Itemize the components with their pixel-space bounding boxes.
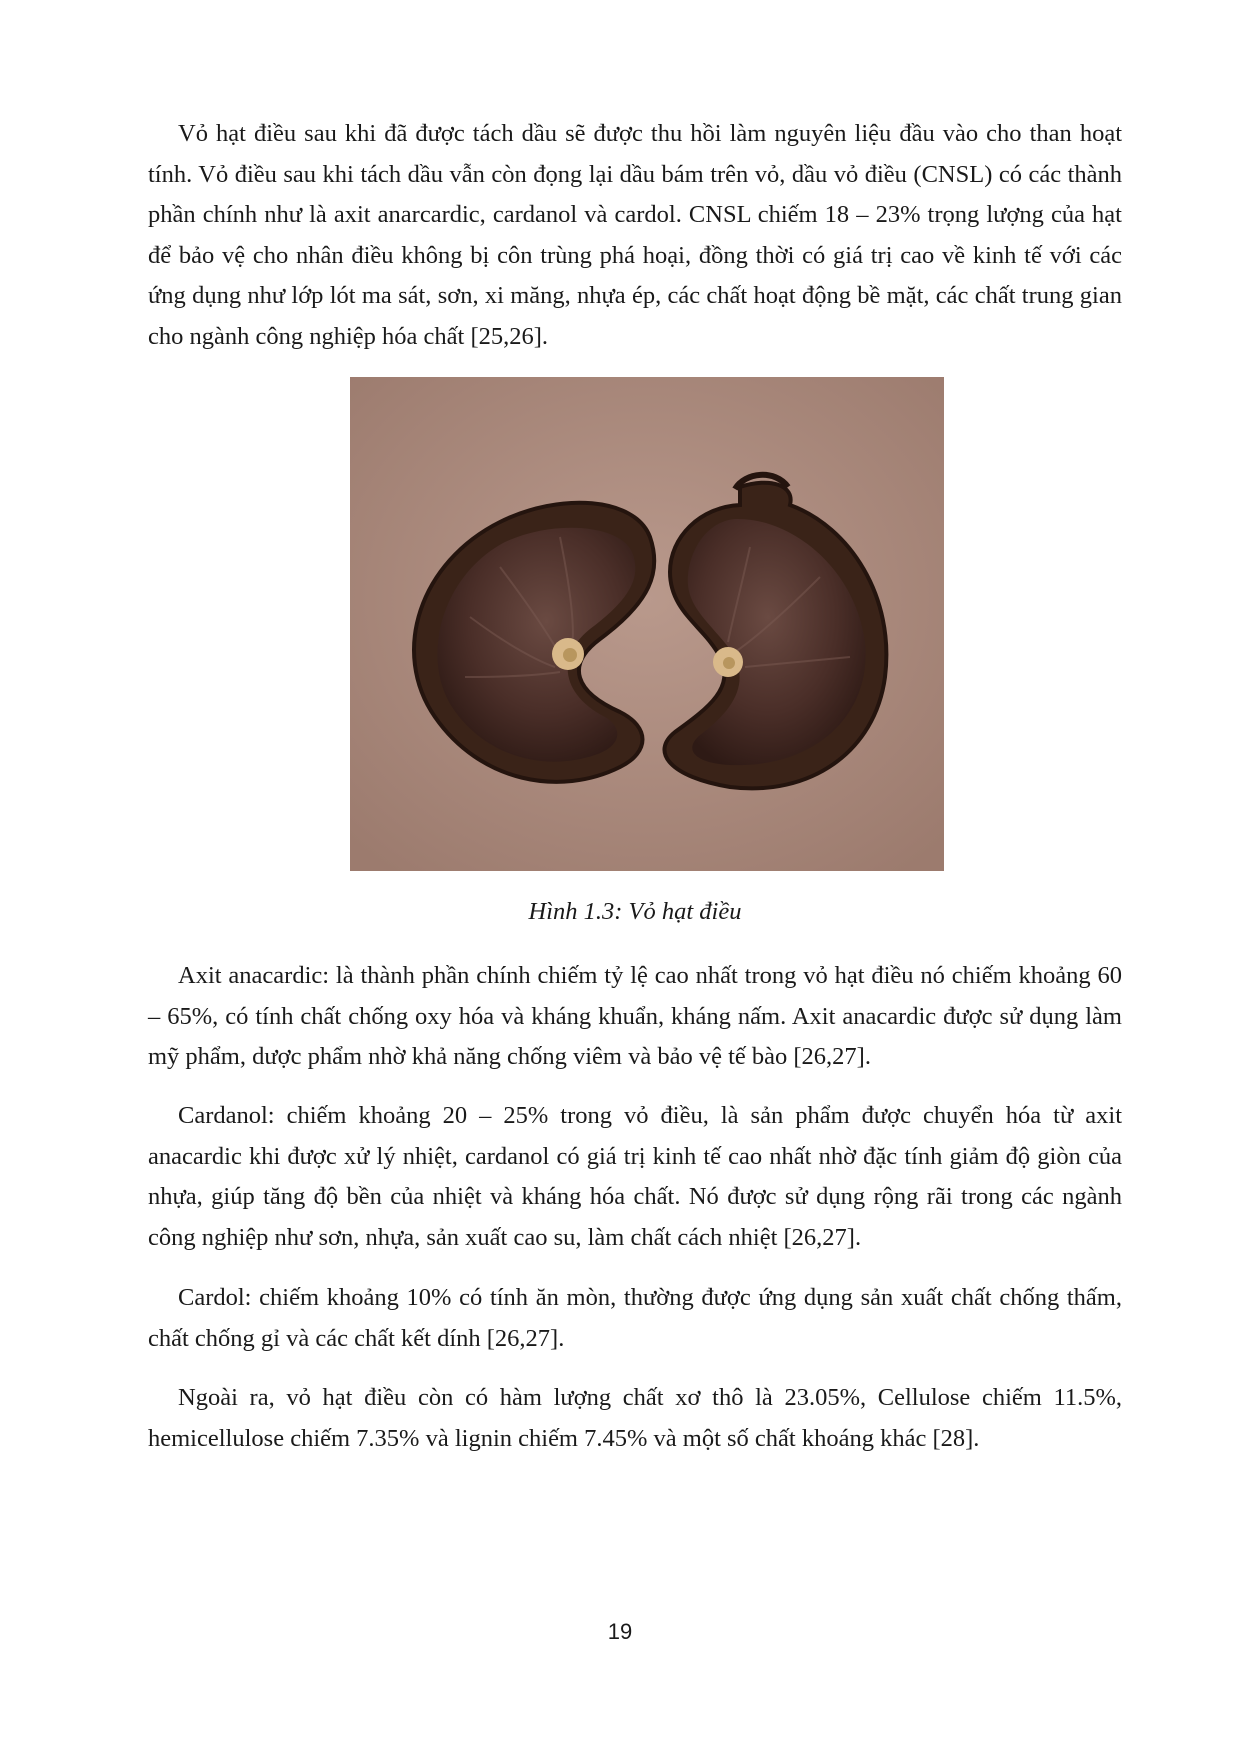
figure-caption: Hình 1.3: Vỏ hạt điều xyxy=(528,898,742,925)
paragraph-cashew-shell-intro: Vỏ hạt điều sau khi đã được tách dầu sẽ được thu hồi làm nguyên liệu đầu vào cho than hoạt tính. Vỏ điều sau khi tách dầu vẫn còn đọng lại dầu bám trên vỏ, dầu vỏ điều (CNSL) có các thành phần chính như là axit anarcardic, cardanol và cardol. CNSL chiếm 18 – 23% trọng lượng của hạt để bảo vệ cho nhân điều không bị côn trùng phá hoại, đồng thời có giá trị cao về kinh tế với các ứng dụng như lớp lót ma sát, sơn, xi măng, nhựa ép, các chất hoạt động bề mặt, các chất trung gian cho ngành công nghiệp hóa chất [25,26]. xyxy=(148,120,1122,350)
page-number: 19 xyxy=(607,1619,633,1644)
cashew-shell-illustration xyxy=(350,377,944,871)
paragraph-cardol: Cardol: chiếm khoảng 10% có tính ăn mòn, thường được ứng dụng sản xuất chất chống thấm, chất chống gỉ và các chất kết dính [26,27]. xyxy=(148,1284,1122,1352)
figure-cashew-shell-photo xyxy=(350,377,944,871)
paragraph-cardanol: Cardanol: chiếm khoảng 20 – 25% trong vỏ điều, là sản phẩm được chuyển hóa từ axit anacardic khi được xử lý nhiệt, cardanol có giá trị kinh tế cao nhất nhờ đặc tính giảm độ giòn của nhựa, giúp tăng độ bền của nhiệt và kháng hóa chất. Nó được sử dụng rộng rãi trong các ngành công nghiệp như sơn, nhựa, sản xuất cao su, làm chất cách nhiệt [26,27]. xyxy=(148,1102,1122,1251)
paragraph-fiber-content: Ngoài ra, vỏ hạt điều còn có hàm lượng chất xơ thô là 23.05%, Cellulose chiếm 11.5%, hemicellulose chiếm 7.35% và lignin chiếm 7.45% và một số chất khoáng khác [28]. xyxy=(148,1384,1122,1452)
paragraph-anacardic-acid: Axit anacardic: là thành phần chính chiếm tỷ lệ cao nhất trong vỏ hạt điều nó chiếm khoảng 60 – 65%, có tính chất chống oxy hóa và kháng khuẩn, kháng nấm. Axit anacardic được sử dụng làm mỹ phẩm, dược phẩm nhờ khả năng chống viêm và bảo vệ tế bào [26,27]. xyxy=(148,962,1122,1070)
